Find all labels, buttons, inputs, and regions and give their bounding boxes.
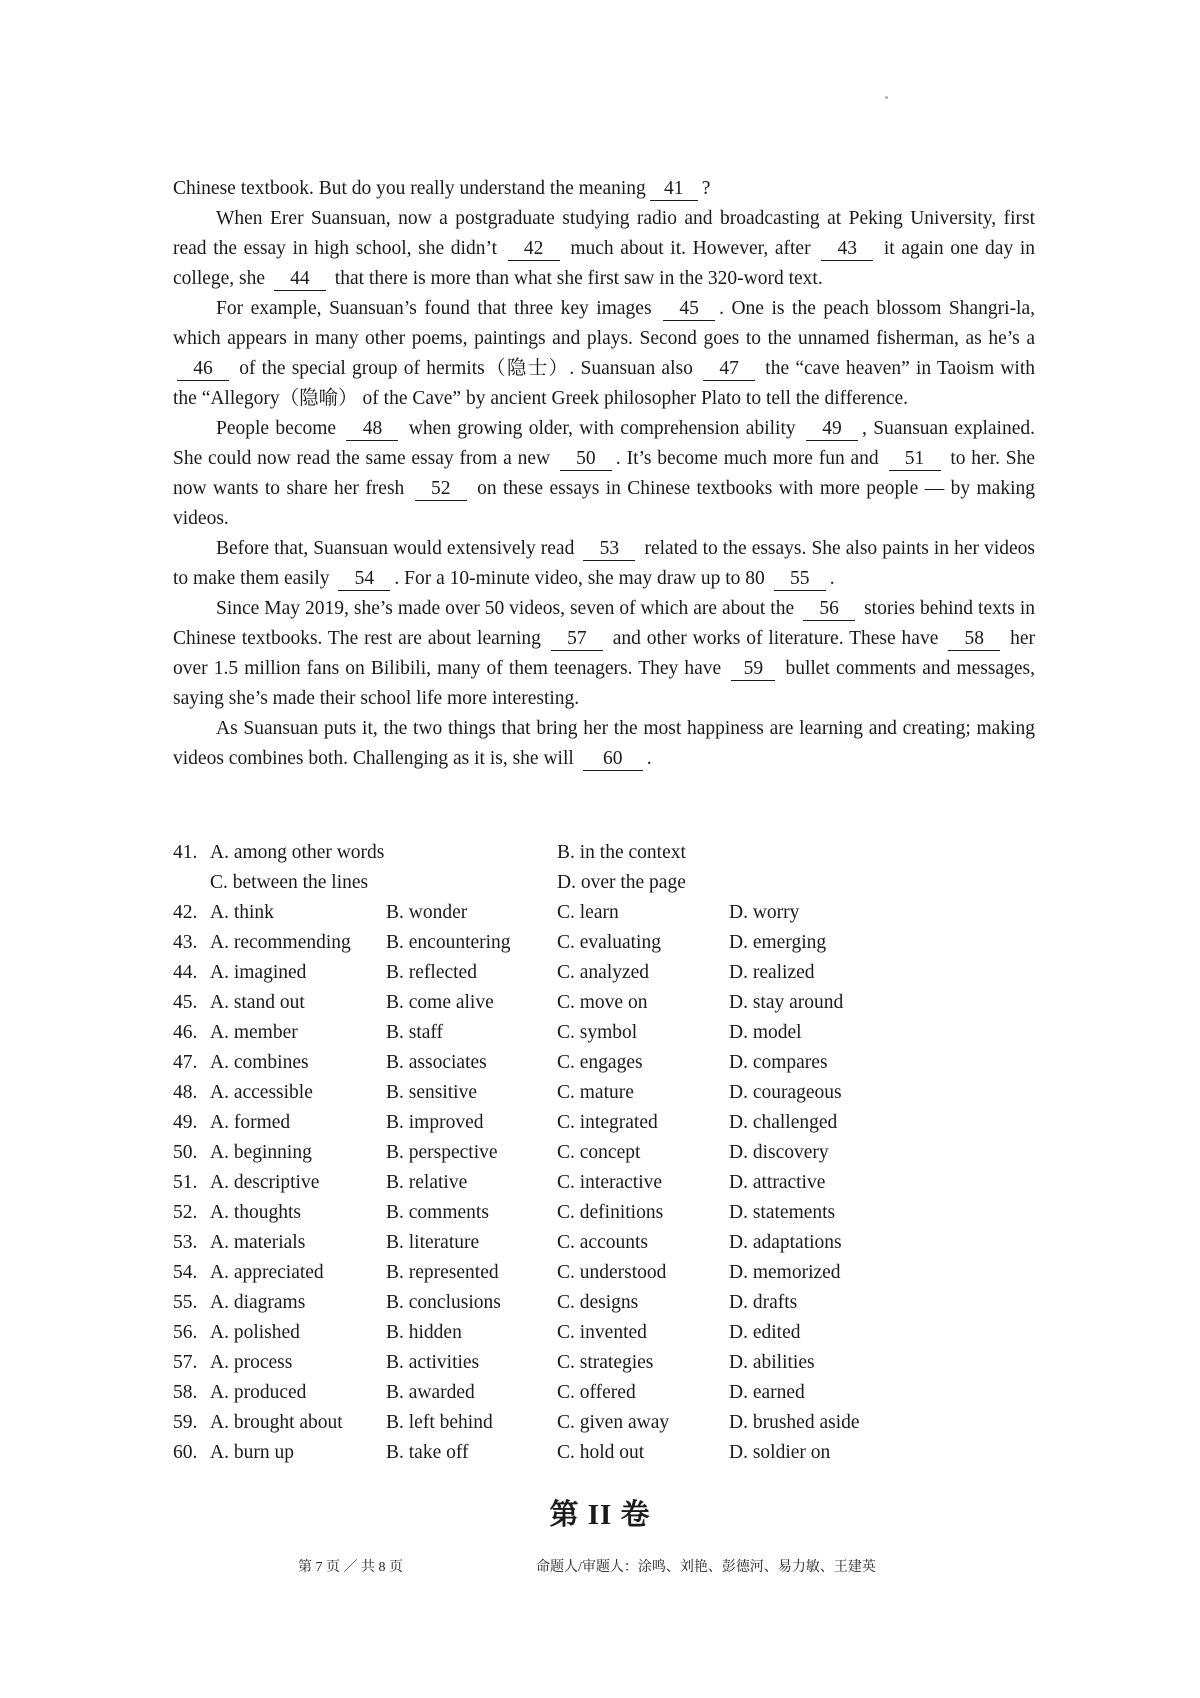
text: and other works of literature. These have: [612, 628, 939, 649]
option-b: B. wonder: [386, 902, 468, 923]
option-row: [173, 1018, 1053, 1048]
option-d: D. abilities: [729, 1352, 815, 1373]
blank-46: 46: [177, 358, 229, 381]
option-c: C. between the lines: [210, 872, 369, 893]
question-number: 47.: [173, 1052, 198, 1073]
text: ?: [701, 178, 711, 199]
question-number: 41.: [173, 842, 198, 863]
option-a: A. descriptive: [210, 1172, 320, 1193]
option-b: B. staff: [386, 1022, 444, 1043]
question-number: 55.: [173, 1292, 198, 1313]
option-a: A. produced: [210, 1382, 307, 1403]
text: Before that, Suansuan would extensively read: [216, 538, 575, 559]
blank-45: 45: [663, 298, 715, 321]
option-row-41-cont: [173, 868, 1053, 898]
text: , Suansuan explained. She could now read the same essay from a new: [173, 418, 1035, 469]
option-row: [173, 1168, 1053, 1198]
blank-60: 60: [583, 748, 643, 771]
option-row: [173, 988, 1053, 1018]
page-number: 第 7 页 ／ 共 8 页: [298, 1560, 403, 1575]
option-d: D. attractive: [729, 1172, 826, 1193]
option-d: D. brushed aside: [729, 1412, 860, 1433]
blank-52: 52: [415, 478, 467, 501]
blank-57: 57: [551, 628, 603, 651]
text: when growing older, with comprehension ability: [408, 418, 796, 439]
option-b: B. awarded: [386, 1382, 475, 1403]
option-row: [173, 1318, 1053, 1348]
option-d: D. stay around: [729, 992, 844, 1013]
blank-42: 42: [508, 238, 560, 261]
question-number: 53.: [173, 1232, 198, 1253]
cloze-passage: [173, 174, 1035, 774]
option-c: C. strategies: [557, 1352, 654, 1373]
option-a: A. combines: [210, 1052, 309, 1073]
option-b: B. take off: [386, 1442, 469, 1463]
option-b: B. perspective: [386, 1142, 498, 1163]
option-row: [173, 1408, 1053, 1438]
option-d: D. memorized: [729, 1262, 841, 1283]
text: the “cave heaven” in Taoism with the “Allegory（隐喻） of the Cave” by ancient Greek philosopher Plato to tell the difference.: [173, 358, 1036, 409]
option-a: A. appreciated: [210, 1262, 324, 1283]
option-row: [173, 1288, 1053, 1318]
option-a: A. brought about: [210, 1412, 343, 1433]
blank-43: 43: [821, 238, 873, 261]
text: .: [829, 568, 835, 589]
stray-dot: [885, 96, 888, 99]
text: to her. She now wants to share her fresh: [173, 448, 1036, 499]
option-row: [173, 898, 1053, 928]
blank-53: 53: [583, 538, 635, 561]
text: of the special group of hermits（隐士）. Suansuan also: [239, 358, 693, 379]
text: People become: [216, 418, 337, 439]
question-number: 42.: [173, 902, 198, 923]
option-d: D. worry: [729, 902, 800, 923]
text: For example, Suansuan’s found that three key images: [216, 298, 652, 319]
option-d: D. statements: [729, 1202, 836, 1223]
option-a: A. polished: [210, 1322, 300, 1343]
option-b: B. reflected: [386, 962, 477, 983]
blank-56: 56: [803, 598, 855, 621]
blank-44: 44: [274, 268, 326, 291]
option-row: [173, 1078, 1053, 1108]
option-c: C. engages: [557, 1052, 643, 1073]
question-number: 48.: [173, 1082, 198, 1103]
option-a: A. stand out: [210, 992, 305, 1013]
text: . For a 10-minute video, she may draw up to 80: [394, 568, 765, 589]
text: . It’s become much more fun and: [615, 448, 879, 469]
option-c: C. understood: [557, 1262, 667, 1283]
option-c: C. interactive: [557, 1172, 663, 1193]
blank-49: 49: [806, 418, 858, 441]
question-number: 60.: [173, 1442, 198, 1463]
option-d: D. courageous: [729, 1082, 842, 1103]
option-d: D. emerging: [729, 932, 827, 953]
option-b: B. left behind: [386, 1412, 493, 1433]
option-c: C. evaluating: [557, 932, 661, 953]
blank-54: 54: [338, 568, 390, 591]
option-c: C. integrated: [557, 1112, 658, 1133]
option-d: D. soldier on: [729, 1442, 831, 1463]
option-d: D. model: [729, 1022, 802, 1043]
text: bullet comments and messages, saying she’s made their school life more interesting.: [173, 658, 1035, 709]
question-number: 52.: [173, 1202, 198, 1223]
option-b: B. come alive: [386, 992, 494, 1013]
option-b: B. comments: [386, 1202, 489, 1223]
blank-50: 50: [560, 448, 612, 471]
blank-41: 41: [650, 178, 698, 201]
option-a: A. member: [210, 1022, 298, 1043]
option-b: B. in the context: [557, 842, 686, 863]
text: that there is more than what she first saw in the 320-word text.: [334, 268, 823, 289]
option-b: B. associates: [386, 1052, 487, 1073]
text: When Erer Suansuan, now a postgraduate studying radio and broadcasting at Peking University, first read the essay in high school, she didn’t: [173, 208, 1035, 259]
text: it again one day in college, she: [173, 238, 1036, 289]
blank-58: 58: [948, 628, 1000, 651]
option-row: [173, 1258, 1053, 1288]
blank-55: 55: [774, 568, 826, 591]
option-d: D. challenged: [729, 1112, 838, 1133]
paragraph-5: [173, 534, 1035, 594]
option-row: [173, 1348, 1053, 1378]
option-b: B. activities: [386, 1352, 480, 1373]
paragraph-7: [173, 714, 1035, 774]
option-a: A. think: [210, 902, 274, 923]
option-d: D. compares: [729, 1052, 828, 1073]
blank-51: 51: [889, 448, 941, 471]
option-b: B. relative: [386, 1172, 468, 1193]
option-row-41: [173, 838, 1053, 868]
question-number: 50.: [173, 1142, 198, 1163]
section-title: 第 II 卷: [549, 1499, 651, 1531]
option-a: A. recommending: [210, 932, 351, 953]
option-c: C. offered: [557, 1382, 636, 1403]
option-row: [173, 1438, 1053, 1468]
option-a: A. accessible: [210, 1082, 313, 1103]
option-row: [173, 1228, 1053, 1258]
question-number: 43.: [173, 932, 198, 953]
option-b: B. sensitive: [386, 1082, 477, 1103]
question-number: 44.: [173, 962, 198, 983]
option-c: C. symbol: [557, 1022, 638, 1043]
option-c: C. concept: [557, 1142, 641, 1163]
option-b: B. conclusions: [386, 1292, 501, 1313]
paragraph-6: [173, 594, 1035, 714]
option-a: A. formed: [210, 1112, 291, 1133]
blank-59: 59: [731, 658, 775, 681]
text: related to the essays. She also paints in her videos to make them easily: [173, 538, 1035, 589]
option-c: C. learn: [557, 902, 619, 923]
text: on these essays in Chinese textbooks with more people — by making videos.: [173, 478, 1035, 529]
text: her over 1.5 million fans on Bilibili, many of them teenagers. They have: [173, 628, 1036, 679]
text: .: [646, 748, 652, 769]
option-d: D. over the page: [557, 872, 686, 893]
option-c: C. given away: [557, 1412, 670, 1433]
question-number: 58.: [173, 1382, 198, 1403]
paragraph-2: [173, 204, 1035, 294]
blank-47: 47: [703, 358, 755, 381]
option-c: C. definitions: [557, 1202, 664, 1223]
option-b: B. encountering: [386, 932, 511, 953]
option-c: C. designs: [557, 1292, 639, 1313]
authors-line: 命题人/审题人：涂鸣、刘艳、彭德河、易力敏、王建英: [536, 1560, 876, 1575]
option-b: B. hidden: [386, 1322, 462, 1343]
paragraph-4: [173, 414, 1035, 534]
paragraph-1: [173, 174, 1035, 204]
answer-options: [173, 838, 1053, 1468]
option-row: [173, 1138, 1053, 1168]
option-d: D. earned: [729, 1382, 805, 1403]
option-c: C. hold out: [557, 1442, 645, 1463]
option-d: D. discovery: [729, 1142, 829, 1163]
text: much about it. However, after: [570, 238, 811, 259]
question-number: 59.: [173, 1412, 198, 1433]
option-row: [173, 1198, 1053, 1228]
option-b: B. improved: [386, 1112, 484, 1133]
option-a: A. thoughts: [210, 1202, 302, 1223]
question-number: 49.: [173, 1112, 198, 1133]
option-c: C. mature: [557, 1082, 634, 1103]
option-c: C. accounts: [557, 1232, 648, 1253]
question-number: 56.: [173, 1322, 198, 1343]
text: stories behind texts in Chinese textbooks. The rest are about learning: [173, 598, 1036, 649]
question-number: 45.: [173, 992, 198, 1013]
blank-48: 48: [346, 418, 398, 441]
option-a: A. burn up: [210, 1442, 294, 1463]
question-number: 51.: [173, 1172, 198, 1193]
option-d: D. realized: [729, 962, 815, 983]
option-d: D. adaptations: [729, 1232, 842, 1253]
question-number: 57.: [173, 1352, 198, 1373]
option-c: C. move on: [557, 992, 648, 1013]
question-number: 46.: [173, 1022, 198, 1043]
option-c: C. invented: [557, 1322, 647, 1343]
option-row: [173, 928, 1053, 958]
option-row: [173, 958, 1053, 988]
text: . One is the peach blossom Shangri-la, which appears in many other poems, paintings and plays. Second goes to the unnamed fisherman, as he’s a: [173, 298, 1036, 349]
option-a: A. among other words: [210, 842, 385, 863]
paragraph-3: [173, 294, 1035, 414]
option-a: A. beginning: [210, 1142, 312, 1163]
text: Chinese textbook. But do you really understand the meaning: [173, 178, 646, 199]
text: Since May 2019, she’s made over 50 videos, seven of which are about the: [216, 598, 795, 619]
option-row: [173, 1048, 1053, 1078]
option-d: D. edited: [729, 1322, 801, 1343]
option-a: A. process: [210, 1352, 293, 1373]
option-c: C. analyzed: [557, 962, 650, 983]
option-row: [173, 1108, 1053, 1138]
option-b: B. represented: [386, 1262, 499, 1283]
option-row: [173, 1378, 1053, 1408]
option-a: A. imagined: [210, 962, 307, 983]
option-a: A. diagrams: [210, 1292, 306, 1313]
option-b: B. literature: [386, 1232, 480, 1253]
text: As Suansuan puts it, the two things that bring her the most happiness are learning and creating; making videos combines both. Challenging as it is, she will: [173, 718, 1035, 769]
option-a: A. materials: [210, 1232, 306, 1253]
option-d: D. drafts: [729, 1292, 798, 1313]
question-number: 54.: [173, 1262, 198, 1283]
